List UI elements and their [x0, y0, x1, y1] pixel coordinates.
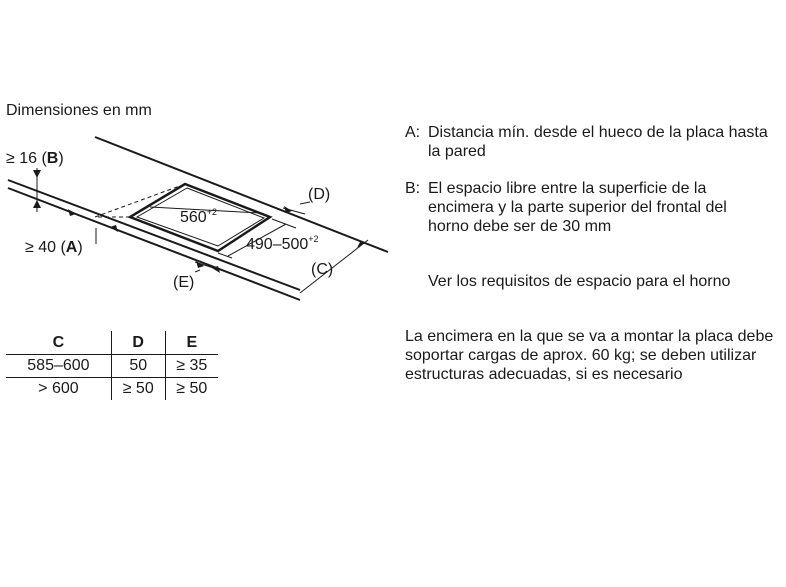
e-leader — [195, 270, 200, 272]
depth-label: $490-500^{+2}$ — [246, 234, 319, 253]
table-cell: 50 — [111, 355, 165, 378]
label-d: (D) — [308, 186, 331, 203]
table-header-row — [6, 331, 218, 355]
table-cell: > 600 — [38, 380, 79, 397]
table-header-d: D — [111, 331, 165, 355]
label-a: ≥ 40 (A) — [25, 239, 83, 256]
page-title: Dimensiones en mm — [6, 102, 152, 119]
table-cell: ≥ 50 — [165, 378, 218, 401]
table-cell: ≥ 50 — [111, 378, 165, 401]
table-row — [6, 378, 218, 401]
c-arrowhead — [357, 242, 365, 248]
width-label: $560^{+2}$ — [180, 207, 217, 226]
note-a-key: A: — [405, 124, 421, 141]
table-row — [6, 355, 218, 378]
table-header-c: C — [6, 331, 111, 355]
table-cell: 585–600 — [6, 355, 111, 378]
label-c: (C) — [311, 261, 334, 278]
countertop-front-top-edge — [8, 180, 300, 290]
table-header-e: E — [165, 331, 218, 355]
oven-note: Ver los requisitos de espacio para el horno — [428, 273, 731, 290]
note-a-text: Distancia mín. desde el hueco de la placa hasta la pared — [428, 124, 768, 160]
note-b-key: B: — [405, 180, 421, 197]
depth-leader-2 — [272, 219, 296, 228]
table-cell: ≥ 35 — [165, 355, 218, 378]
b-arrowhead-top — [33, 170, 41, 178]
note-b-text: El espacio libre entre la superficie de la encimera y la parte superior del frontal del horno debe ser de 30 mm — [428, 180, 727, 235]
label-e: (E) — [173, 274, 195, 291]
a-arrowhead — [68, 209, 76, 216]
dimensions-table — [6, 331, 218, 400]
label-b: ≥ 16 (B) — [6, 150, 64, 167]
load-note: La encimera en la que se va a montar la placa debe soportar cargas de aprox. 60 kg; se deben utilizar estructuras adecuadas, si es necesario — [405, 328, 774, 383]
